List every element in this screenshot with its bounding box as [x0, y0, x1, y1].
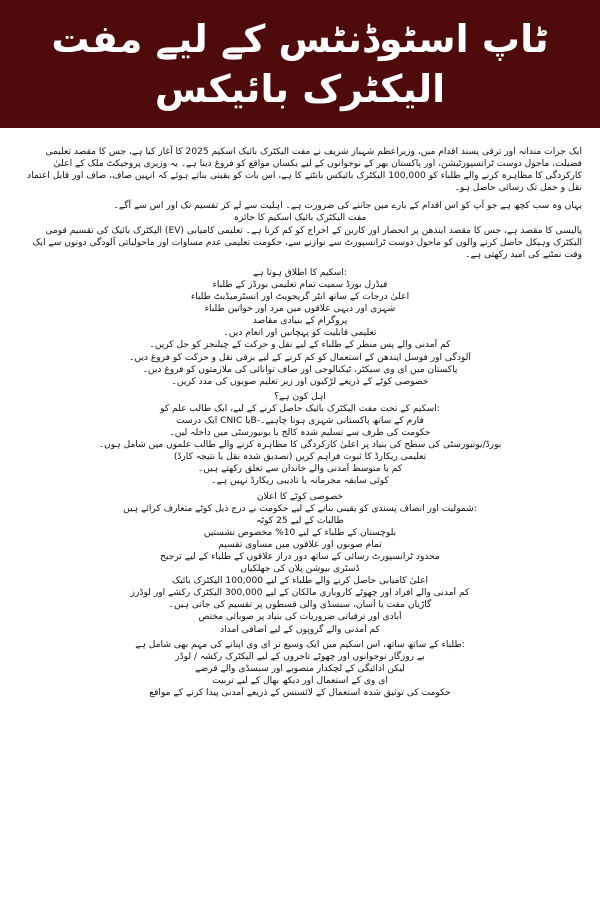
list-item: شہری اور دیہی علاقوں میں مرد اور خواتین طلباء [204, 304, 396, 315]
section-heading: :اسکیم کا اطلاق ہوتا ہے [253, 267, 347, 278]
list-item: اعلیٰ کامیابی حاصل کرنے والے طلباء کے لیے 100,000 الیکٹرک بائیک [171, 576, 429, 587]
list-item: آبادی اور ترقیاتی ضروریات کی بنیاد پر صوبائی مختص [198, 612, 402, 623]
list-item: کم آمدنی والے گروپوں کے لیے اضافی امداد [220, 624, 380, 635]
list-item: تعلیمی ریکارڈ کا ثبوت فراہم کریں (تصدیق شدہ نقل یا نتیجہ کارڈ) [173, 452, 427, 463]
list-item: ای وی کے استعمال اور دیکھ بھال کے لیے تربیت [212, 675, 388, 686]
list-item: حکومت کی طرف سے تسلیم شدہ کالج یا یونیورسٹی میں داخلہ لیں۔ [169, 428, 431, 439]
list-item: پروگرام کے بنیادی مقاصد [252, 316, 348, 327]
page-title-line-2: الیکٹرک بائیکس [154, 67, 446, 111]
list-item: حکومت کی توثیق شدہ استعمال کے لائسنس کے ذریعے آمدنی پیدا کرنے کے مواقع [149, 688, 451, 699]
list-item: بورڈ/یونیورسٹی کی سطح کی بنیاد پر اعلیٰ کارکردگی کا مظاہرہ کرنے والے طالب علموں میں شامل ہوں۔ [98, 440, 502, 451]
list-item: گاڑیاں مفت یا آسان، سبسڈی والی قسطوں پر تقسیم کی جاتی ہیں۔ [168, 600, 432, 611]
list-item: خصوصی کوٹے کے ذریعے لڑکیوں اور زیر تعلیم صوبوں کی مدد کریں۔ [171, 376, 429, 387]
page-title-line-1: ٹاپ اسٹوڈنٹس کے لیے مفت [51, 17, 549, 61]
section-heading: اہل کون ہے؟ [274, 391, 326, 402]
list-item: بلوچستان کے طلباء کے لیے 10% مخصوص نشستیں [203, 527, 397, 538]
section-heading: مفت الیکٹرک بائیک اسکیم کا جائزہ [233, 213, 367, 224]
list-item: کم آمدنی والے افراد اور چھوٹے کاروباری مالکان کے لیے 300,000 الیکٹرک رکشے اور لوڈرز [130, 588, 470, 599]
list-item: تمام صوبوں اور علاقوں میں مساوی تقسیم [218, 539, 382, 550]
list-item: کم یا متوسط آمدنی والے خاندان سے تعلق رکھتے ہیں۔ [197, 464, 403, 475]
list-item: کم آمدنی والے پس منظر کے طلباء کے لیے نقل و حرکت کے چیلنجز کو حل کریں۔ [149, 340, 451, 351]
list-item: محدود ٹرانسپورٹ رسائی کے ساتھ دور دراز علاقوں کے طلباء کے لیے ترجیح [160, 552, 440, 562]
article-body [0, 128, 600, 702]
list-item: طالبات کے لیے 25 کوٹہ [256, 515, 344, 526]
list-item: کوئی سابقہ مجرمانہ یا تادیبی ریکارڈ نہیں ہے۔ [211, 476, 389, 487]
list-item: تعلیمی قابلیت کو پہچانیں اور انعام دیں۔ [223, 328, 377, 339]
intro-paragraph: پالیسی کا مقصد ہے، جس کا مقصد ایندھن پر انحصار اور کاربن کے اخراج کو کم کرنا ہے۔ تعلیمی کامیابی (EV) الیکٹرک بائیک کی تقسیم قومی الیکٹرک وہیکل حاصل کرنے والوں کو ماحول دوست ٹرانسپورٹ سے نوازنے سے، حکومت تعلیمی عدم مساوات اور ماحولیاتی آلودگی دونوں سے ایک وقت نمٹنے کی امید رکھتی ہے۔ [32, 225, 582, 260]
list-item: اعلیٰ درجات کے ساتھ انٹر گریجویٹ اور انسٹرمیڈیٹ طلباء [190, 292, 410, 303]
intro-paragraph: ایک جرات مندانہ اور ترقی پسند اقدام میں، وزیراعظم شہباز شریف نے مفت الیکٹرک بائیک اسکیم 2025 کا آغاز کیا ہے، جس کا مقصد تعلیمی فضیلت، ماحول دوست ٹرانسپورٹیشن، اور پاکستان بھر کے نوجوانوں کے لیے یکساں مواقع کو فروغ دینا ہے۔ یہ وزیری پروجیکٹ ملک کے اعلیٰ کارکردگی کا مظاہرہ کرنے والے طلباء کو 100,000 الیکٹرک بائیکس بانٹنے کا ہے، اس بات کو یقینی بناتے ہوئے کہ انہیں صاف، صاف اور قابل اعتماد نقل و حمل تک رسائی حاصل ہو۔ [27, 147, 582, 194]
list-item: :اسکیم کے تحت مفت الیکٹرک بائیک حاصل کرنے کے لیے، ایک طالب علم کو [160, 403, 440, 414]
list-item: لیکن ادائیگی کے لچکدار منصوبے اور سبسڈی والے قرضے [195, 663, 405, 674]
title-banner [0, 0, 600, 128]
intro-paragraph: یہاں وہ سب کچھ ہے جو آپ کو اس اقدام کے بارے میں جاننے کی ضرورت ہے۔ اہلیت سے لے کر تقسیم تک اور اس سے آگے۔ [113, 201, 582, 212]
list-item: آلودگی اور فوسل ایندھن کے استعمال کو کم کرنے کے لیے برقی نقل و حرکت کو فروغ دیں۔ [129, 352, 471, 363]
sections-list [18, 267, 582, 702]
section-heading: :طلباء کے ساتھ ساتھ، اس اسکیم میں ایک وسیع تر ای وی اپنانے کی مہم بھی شامل ہے [135, 639, 465, 650]
list-item: پاکستان میں ای وی سیکٹر، ٹیکنالوجی اور صاف توانائی کی ملازمتوں کو فروغ دیں۔ [142, 364, 458, 375]
list-item: :شمولیت اور انصاف پسندی کو یقینی بنانے کے لیے حکومت نے درج ذیل کوٹے متعارف کرائے ہیں [123, 503, 477, 514]
list-item: ڈسٹری بیوشن پلان کی جھلکیاں [240, 564, 360, 575]
list-item: بے روزگار نوجوانوں اور چھوٹے تاجروں کے لیے الیکٹرک رکشہ / لوڈر [175, 651, 425, 662]
list-item: فارم کے ساتھ پاکستانی شہری ہونا چاہیے۔-Bیا CNIC ایک درست [176, 415, 424, 426]
section-heading: خصوصی کوٹے کا اعلان [256, 491, 344, 502]
list-item: فیڈرل بورڈ سمیت تمام تعلیمی بورڈز کے طلباء [212, 279, 388, 290]
